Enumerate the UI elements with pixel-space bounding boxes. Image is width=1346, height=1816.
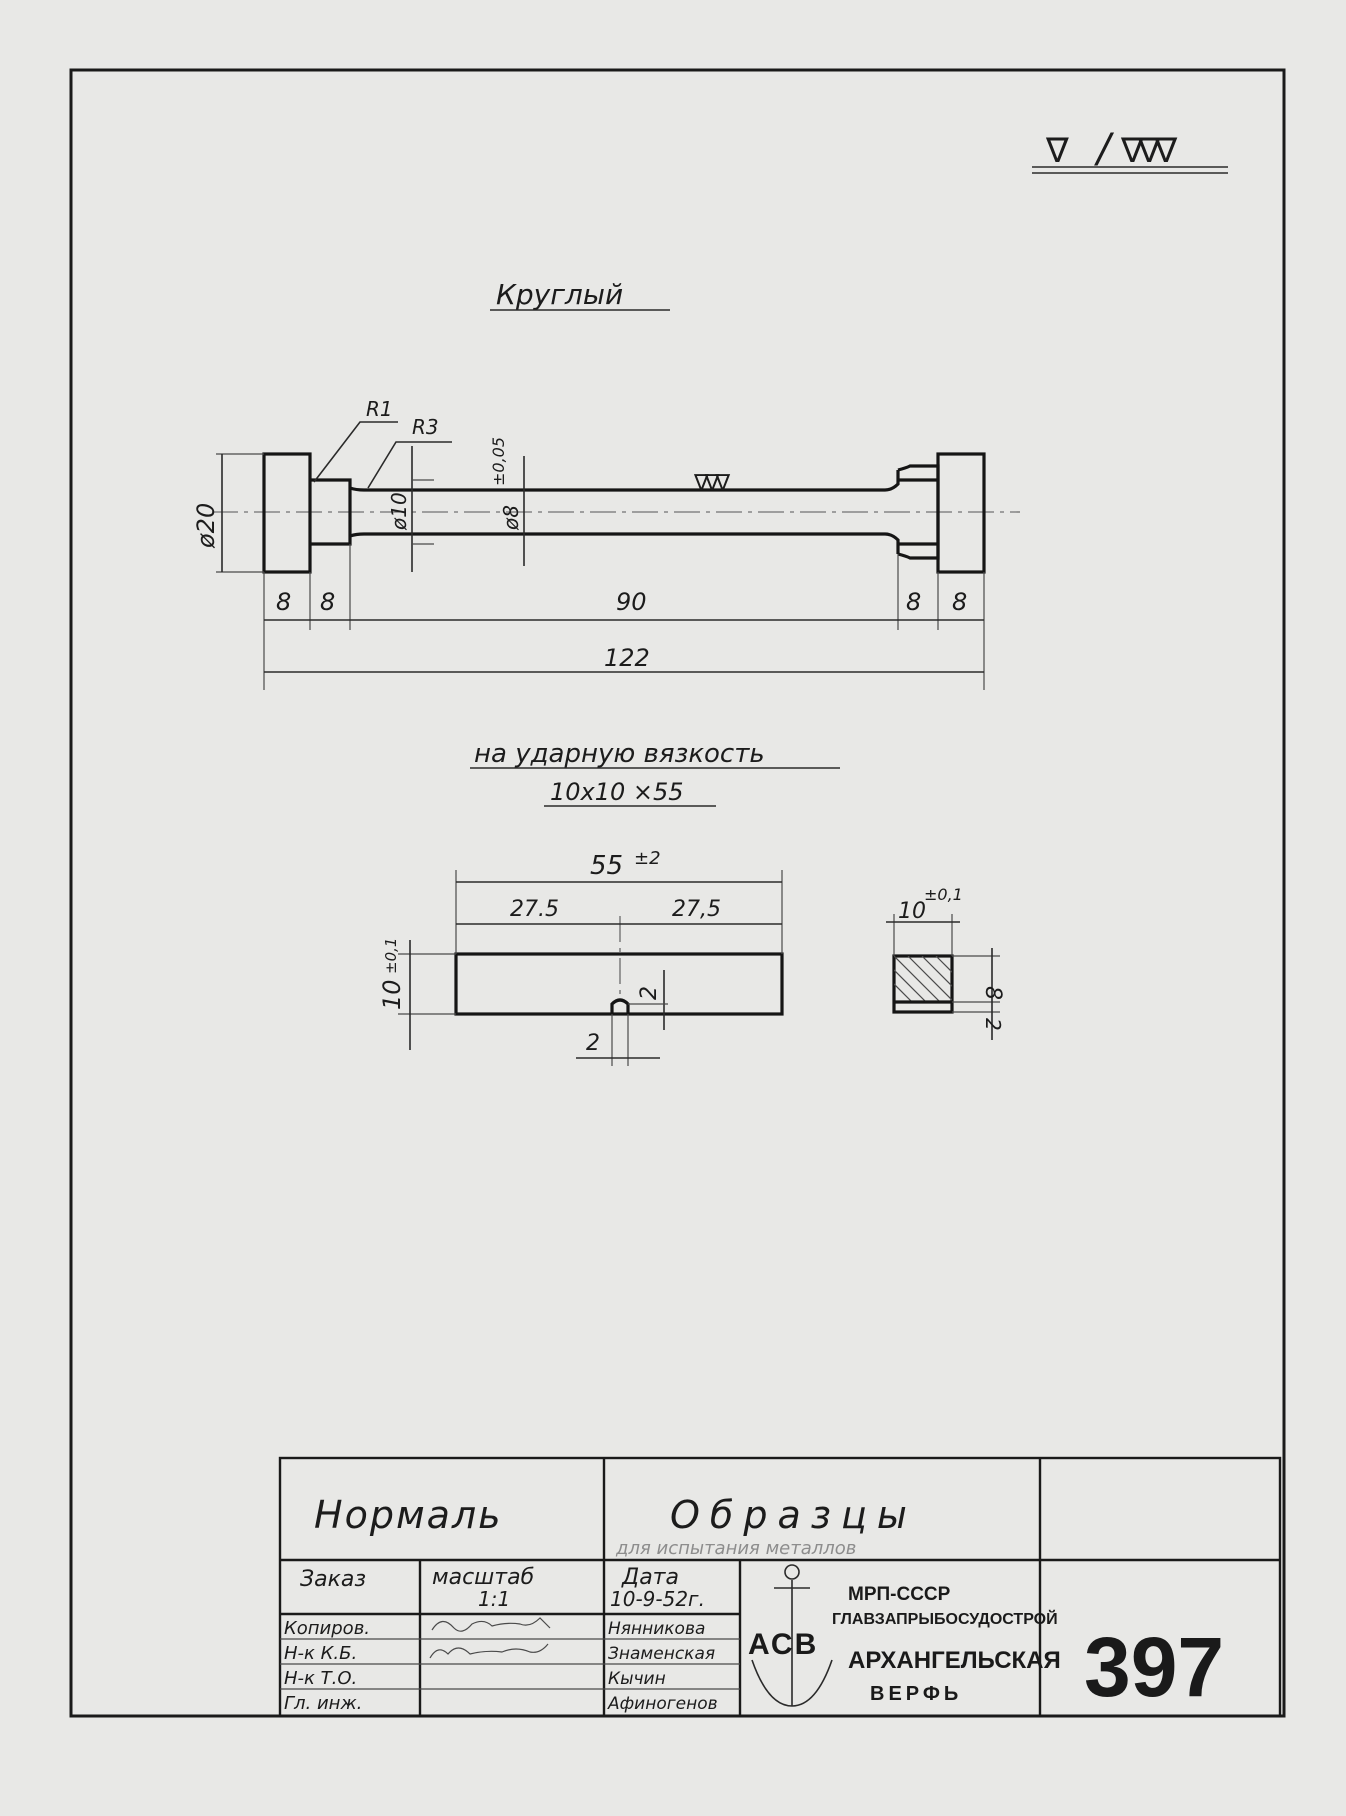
org-line1: МРП-СССР bbox=[848, 1584, 951, 1605]
impact-cross-section bbox=[866, 885, 1005, 1040]
org-line4: ВЕРФЬ bbox=[870, 1683, 963, 1705]
section-depth: 8 bbox=[980, 986, 1005, 1000]
name-to: Кычин bbox=[608, 1669, 666, 1689]
section-width: 10 bbox=[898, 899, 926, 924]
dim-notch-width: 2 bbox=[586, 1031, 600, 1056]
dim-8b: 8 bbox=[320, 588, 336, 616]
impact-specimen bbox=[378, 739, 1005, 1066]
doc-title: Образцы bbox=[670, 1493, 917, 1537]
finish-specific: ∇∇∇ bbox=[1121, 131, 1172, 171]
round-specimen bbox=[192, 278, 1020, 690]
round-specimen-title: Круглый bbox=[496, 278, 624, 311]
dim-90: 90 bbox=[616, 588, 647, 616]
right-head bbox=[938, 454, 984, 572]
order-label: Заказ bbox=[300, 1567, 367, 1592]
section-width-tol: ±0,1 bbox=[924, 885, 963, 904]
dim-half-left: 27.5 bbox=[510, 897, 559, 922]
title-block bbox=[280, 1458, 1280, 1716]
norm-label: Нормаль bbox=[314, 1493, 503, 1537]
impact-bar bbox=[456, 954, 782, 1014]
drawing-frame bbox=[71, 70, 1284, 1716]
dim-d10: ø10 bbox=[387, 492, 411, 530]
dim-8d: 8 bbox=[952, 588, 968, 616]
logo-letters: АСВ bbox=[748, 1628, 819, 1661]
dim-r1: R1 bbox=[366, 397, 393, 421]
name-kb: Знаменская bbox=[608, 1644, 716, 1664]
role-kb: Н-к К.Б. bbox=[284, 1643, 358, 1664]
dim-d20: ø20 bbox=[192, 502, 220, 548]
role-copy: Копиров. bbox=[284, 1618, 371, 1639]
org-line2: ГЛАВЗАПРЫБОСУДОСТРОЙ bbox=[832, 1611, 1058, 1628]
finish-slash: / bbox=[1097, 126, 1111, 172]
role-chief: Гл. инж. bbox=[284, 1693, 363, 1714]
section-notch: 2 bbox=[981, 1018, 1005, 1031]
name-copy: Нянникова bbox=[608, 1619, 706, 1639]
dim-length-tol: ±2 bbox=[634, 848, 661, 869]
org-line3: АРХАНГЕЛЬСКАЯ bbox=[848, 1647, 1061, 1674]
impact-notch bbox=[612, 1000, 628, 1014]
signature-copy bbox=[432, 1618, 550, 1631]
local-finish: ∇∇∇ bbox=[694, 471, 727, 496]
signature-kb bbox=[430, 1644, 548, 1658]
scale-label: масштаб bbox=[432, 1565, 535, 1590]
dim-d8: ø8 bbox=[499, 505, 523, 530]
dim-8a: 8 bbox=[276, 588, 292, 616]
impact-title: на ударную вязкость bbox=[474, 739, 765, 769]
dim-height: 10 bbox=[378, 979, 406, 1010]
dim-d8-tol: ±0,05 bbox=[489, 436, 508, 486]
left-head bbox=[264, 454, 310, 572]
date-label: Дата bbox=[622, 1565, 679, 1590]
sheet-number: 397 bbox=[1084, 1620, 1225, 1714]
dim-height-tol: ±0,1 bbox=[382, 937, 400, 974]
surface-finish-mark bbox=[1032, 126, 1228, 173]
dim-length: 55 bbox=[590, 851, 624, 881]
name-chief: Афиногенов bbox=[608, 1694, 718, 1714]
role-to: Н-к Т.О. bbox=[284, 1668, 358, 1689]
doc-subtitle: для испытания металлов bbox=[616, 1538, 857, 1559]
finish-general: ∇ bbox=[1046, 131, 1069, 171]
dim-122: 122 bbox=[604, 644, 650, 672]
date-value: 10-9-52г. bbox=[610, 1587, 705, 1611]
dim-r3: R3 bbox=[412, 415, 439, 439]
impact-subtitle: 10х10 ×55 bbox=[550, 778, 684, 806]
scale-value: 1:1 bbox=[478, 1587, 511, 1611]
dim-notch-depth: 2 bbox=[637, 986, 662, 1000]
dim-8c: 8 bbox=[906, 588, 922, 616]
dim-half-right: 27,5 bbox=[672, 897, 721, 922]
shipyard-anchor-logo bbox=[748, 1565, 832, 1706]
